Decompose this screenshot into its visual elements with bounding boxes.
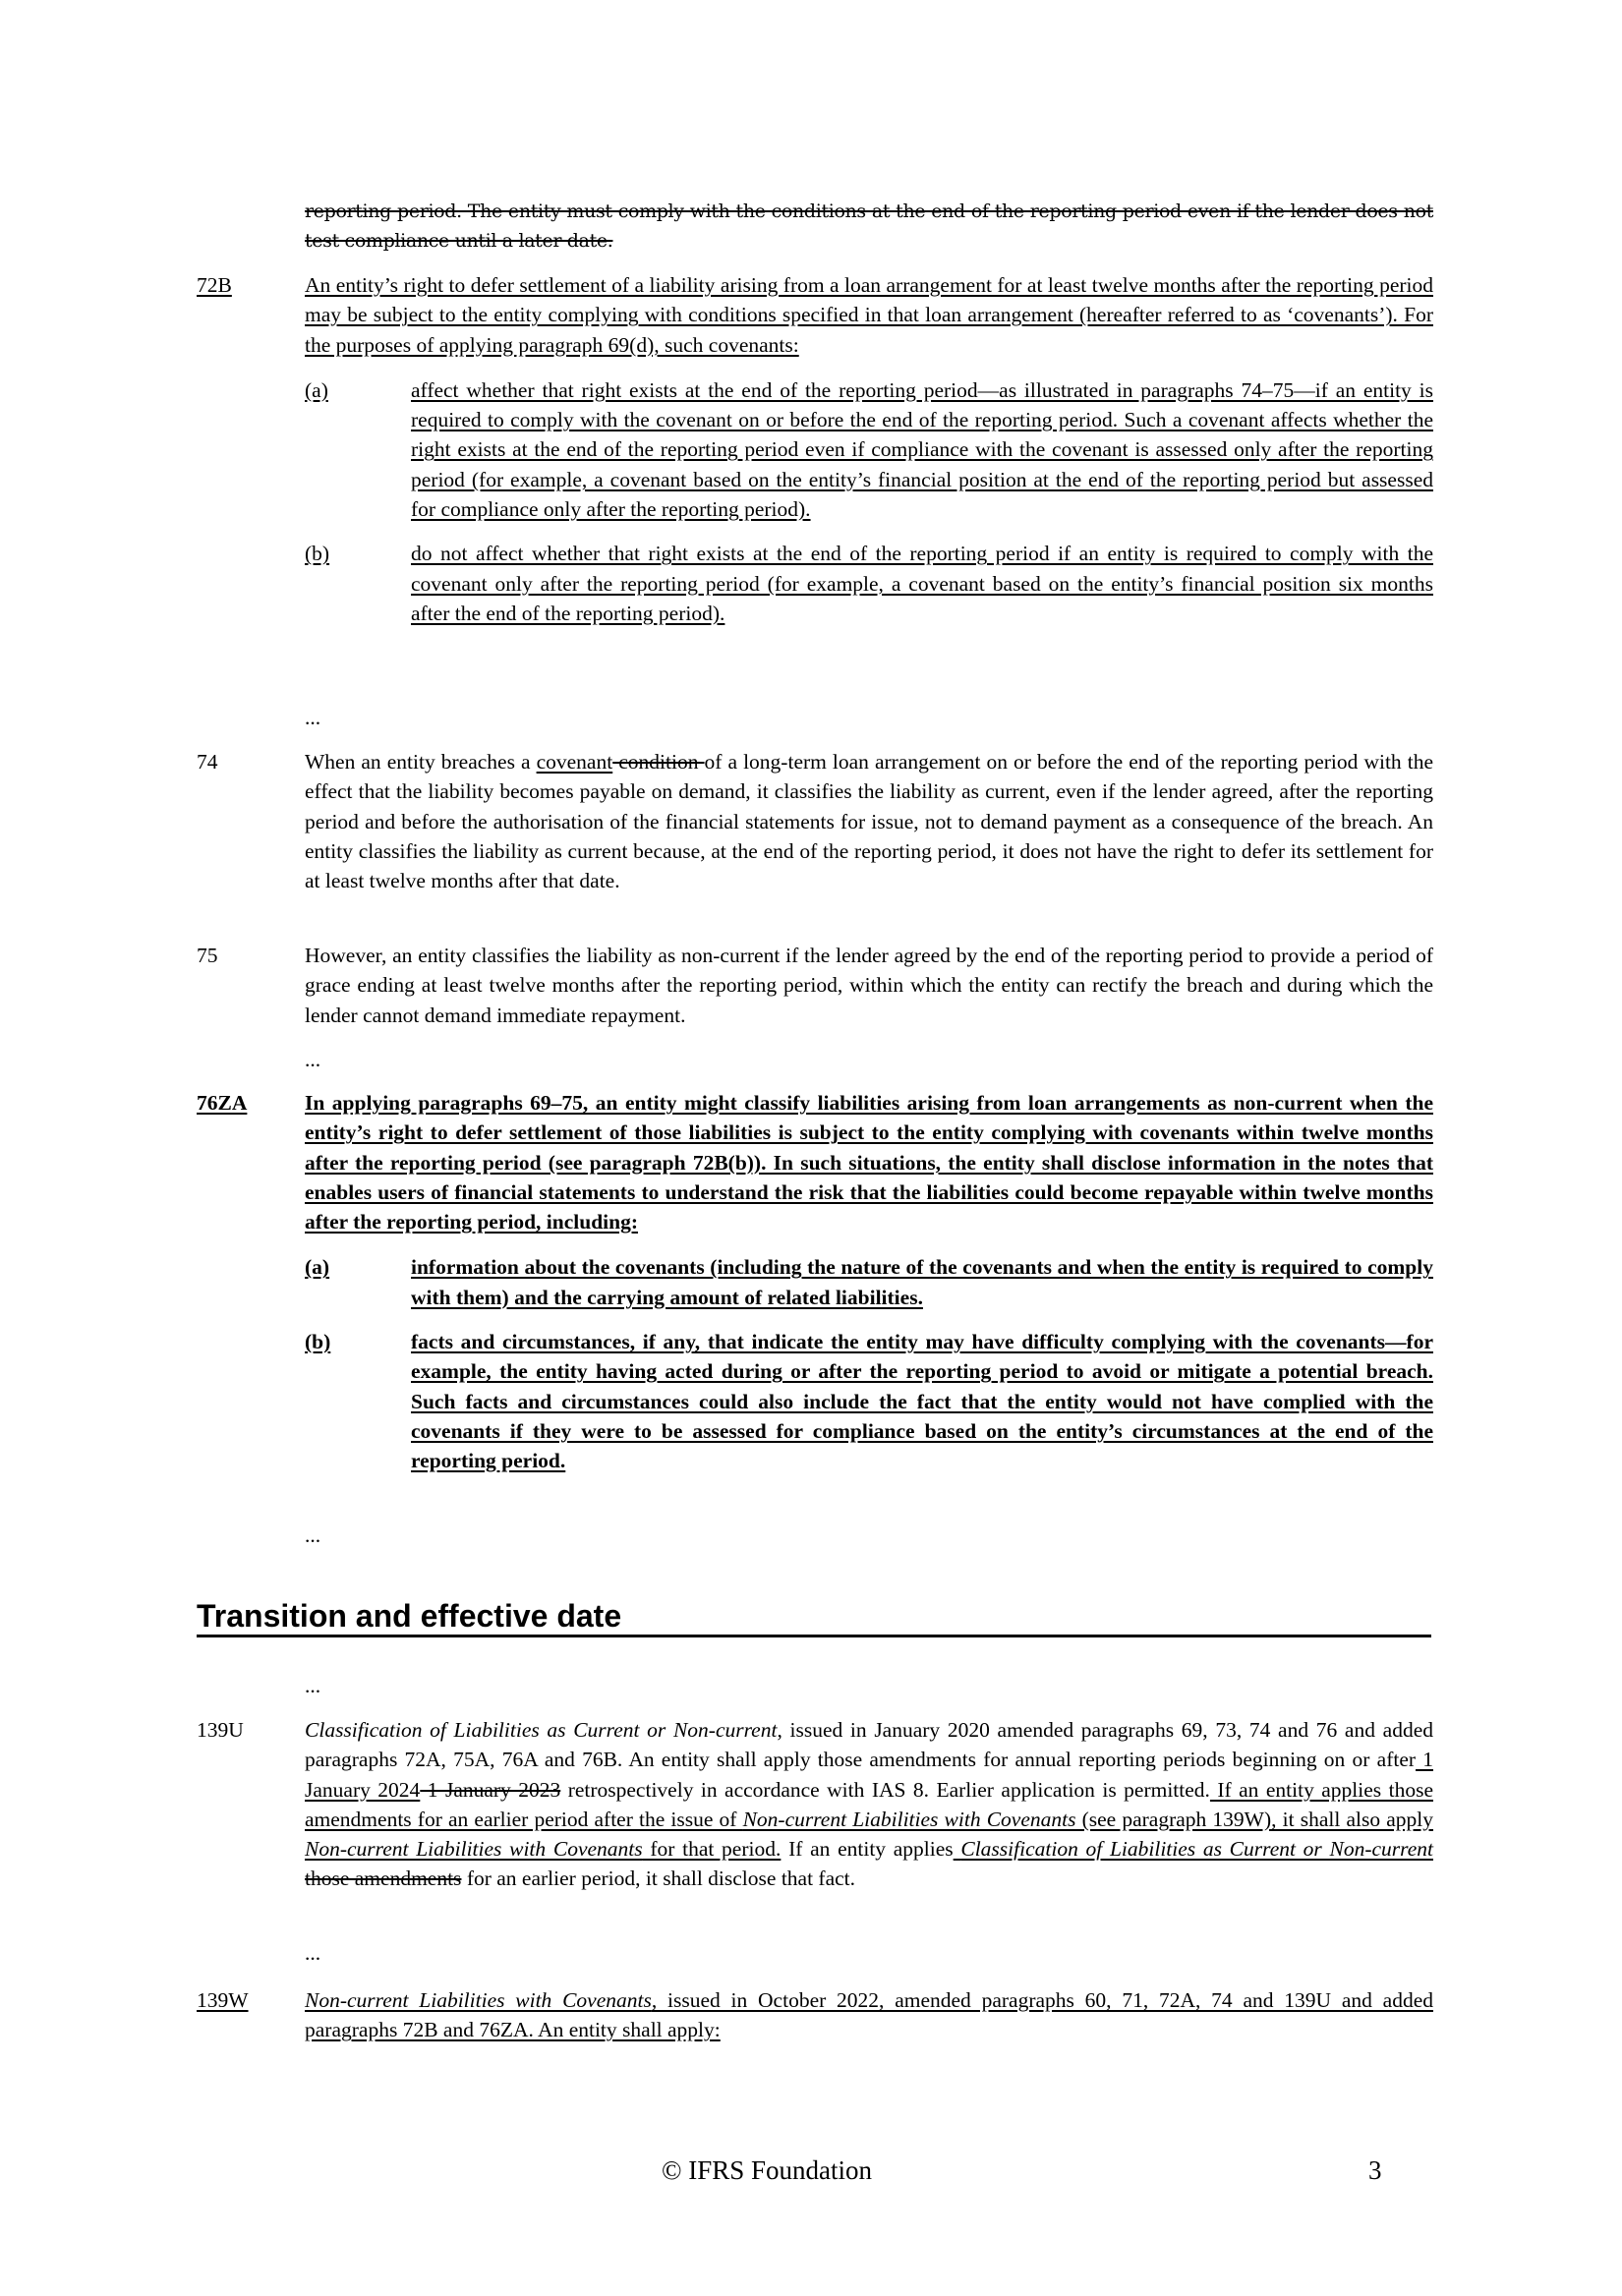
- list-item: [305, 539, 1433, 628]
- inserted-text: 1 January 2024: [305, 1748, 1433, 1802]
- paragraph-76ZA: [197, 1088, 1433, 1476]
- list-item-label: (b): [305, 1330, 331, 1354]
- deleted-lead-text: reporting period. The entity must comply with the conditions at the end of the reporting period even if the lender does not test compliance until a later date.: [305, 201, 1433, 253]
- paragraph-75: [197, 941, 1433, 1030]
- paragraph-number: 75: [197, 944, 218, 967]
- list-item: [305, 375, 1433, 524]
- list-item-label: (a): [305, 377, 328, 402]
- paragraph-text: In applying paragraphs 69–75, an entity might classify liabilities arising from loan arrangements as non-current when the entity’s right to defer settlement of those liabilities is subject to the entity complying with covenants within twelve months after the reporting period (see paragraph 72B(b)). In such situations, the entity shall disclose information in the notes that enables users of financial statements to understand the risk that the liabilities could become repayable within twelve months after the reporting period, including:: [305, 1091, 1433, 1234]
- section-heading: Transition and effective date: [197, 1599, 1431, 1637]
- deleted-text: condition: [612, 750, 705, 774]
- ellipsis: ...: [305, 1048, 321, 1071]
- inserted-text: covenant: [536, 750, 613, 774]
- list-item: [305, 1252, 1433, 1312]
- list-item-label: (b): [305, 542, 330, 566]
- paragraph-74: [197, 747, 1433, 895]
- paragraph-text: An entity’s right to defer settlement of a liability arising from a loan arrangement for at least twelve months after the reporting period may be subject to the entity complying with conditions specified in that loan arrangement (hereafter referred to as ‘covenants’). For the purposes of applying paragraph 69(d), such covenants:: [305, 273, 1433, 357]
- paragraph-number: 76ZA: [197, 1091, 248, 1115]
- inserted-text: If an entity applies those amendments for an earlier period after the issue of Non-current Liabilities with Covenants (see paragraph 139W), it shall also apply Non-current Liabilities with Covenants for that period.: [305, 1777, 1433, 1862]
- list-item-text: affect whether that right exists at the end of the reporting period—as illustrated in paragraphs 74–75—if an entity is required to comply with the covenant on or before the end of the reporting period. Such a covenant affects whether the right exists at the end of the reporting period even if compliance with the covenant is assessed only after the reporting period (for example, a covenant based on the entity’s financial position at the end of the reporting period but assessed for compliance only after the reporting period).: [411, 377, 1433, 522]
- document-title: Classification of Liabilities as Current or Non-current: [305, 1718, 778, 1742]
- paragraph-text: Classification of Liabilities as Current or Non-current, issued in January 2020 amended paragraphs 69, 73, 74 and 76 and added paragraphs 72A, 75A, 76A and 76B. An entity shall apply those amendments for annual reporting periods beginning on or after 1 January 2024 1 January 2023 retrospectively in accordance with IAS 8. Earlier application is permitted. If an entity applies those amendments for an earlier period after the issue of Non-current Liabilities with Covenants (see paragraph 139W), it shall also apply Non-current Liabilities with Covenants for that period. If an entity applies Classification of Liabilities as Current or Non-current those amendments for an earlier period, it shall disclose that fact.: [305, 1718, 1433, 1891]
- footer-copyright: © IFRS Foundation: [662, 2155, 873, 2185]
- paragraph-text: When an entity breaches a covenant condition of a long-term loan arrangement on or before the end of the reporting period with the effect that the liability becomes payable on demand, it classifies the liability as current, even if the lender agreed, after the reporting period and before the authorisation of the financial statements for issue, not to demand payment as a consequence of the breach. An entity classifies the liability as current because, at the end of the reporting period, it does not have the right to defer its settlement for at least twelve months after that date.: [305, 750, 1433, 893]
- paragraph-139U: [197, 1715, 1433, 1894]
- paragraph-number: 72B: [197, 273, 232, 297]
- deleted-text: those amendments: [305, 1866, 462, 1891]
- ellipsis: ...: [305, 1674, 321, 1697]
- page-number: 3: [1368, 2155, 1382, 2185]
- list-item: [305, 1327, 1433, 1475]
- paragraph-text: However, an entity classifies the liability as non-current if the lender agreed by the end of the reporting period to provide a period of grace ending at least twelve months after the reporting period, within which the entity can rectify the breach and during which the lender cannot demand immediate repayment.: [305, 944, 1433, 1027]
- ellipsis: ...: [305, 706, 321, 729]
- deleted-text: 1 January 2023: [420, 1777, 561, 1802]
- paragraph-number: 139W: [197, 1988, 249, 2012]
- list-item-text: do not affect whether that right exists at the end of the reporting period if an entity is required to comply with the covenant only after the reporting period (for example, a covenant based on the entity’s financial position six months after the end of the reporting period).: [411, 542, 1433, 625]
- paragraph-number: 139U: [197, 1718, 244, 1742]
- paragraph-number: 74: [197, 750, 218, 774]
- paragraph-72B: [197, 270, 1433, 628]
- list-item-label: (a): [305, 1255, 330, 1280]
- ellipsis: ...: [305, 1941, 321, 1965]
- list-item-text: information about the covenants (including the nature of the covenants and when the entity is required to comply with them) and the carrying amount of related liabilities.: [411, 1255, 1433, 1309]
- paragraph-139W: [197, 1985, 1433, 2045]
- ellipsis: ...: [305, 1523, 321, 1547]
- list-item-text: facts and circumstances, if any, that indicate the entity may have difficulty complying with the covenants—for example, the entity having acted during or after the reporting period to avoid or mitigate a potential breach. Such facts and circumstances could also include the fact that the entity would not have complied with the covenants if they were to be assessed for compliance based on the entity’s circumstances at the end of the reporting period.: [411, 1330, 1433, 1473]
- paragraph-text: Non-current Liabilities with Covenants, issued in October 2022, amended paragraphs 60, 71, 72A, 74 and 139U and added paragraphs 72B and 76ZA. An entity shall apply:: [305, 1988, 1433, 2042]
- document-title: Non-current Liabilities with Covenants: [305, 1988, 652, 2012]
- inserted-text: Classification of Liabilities as Current or Non-current: [960, 1837, 1433, 1862]
